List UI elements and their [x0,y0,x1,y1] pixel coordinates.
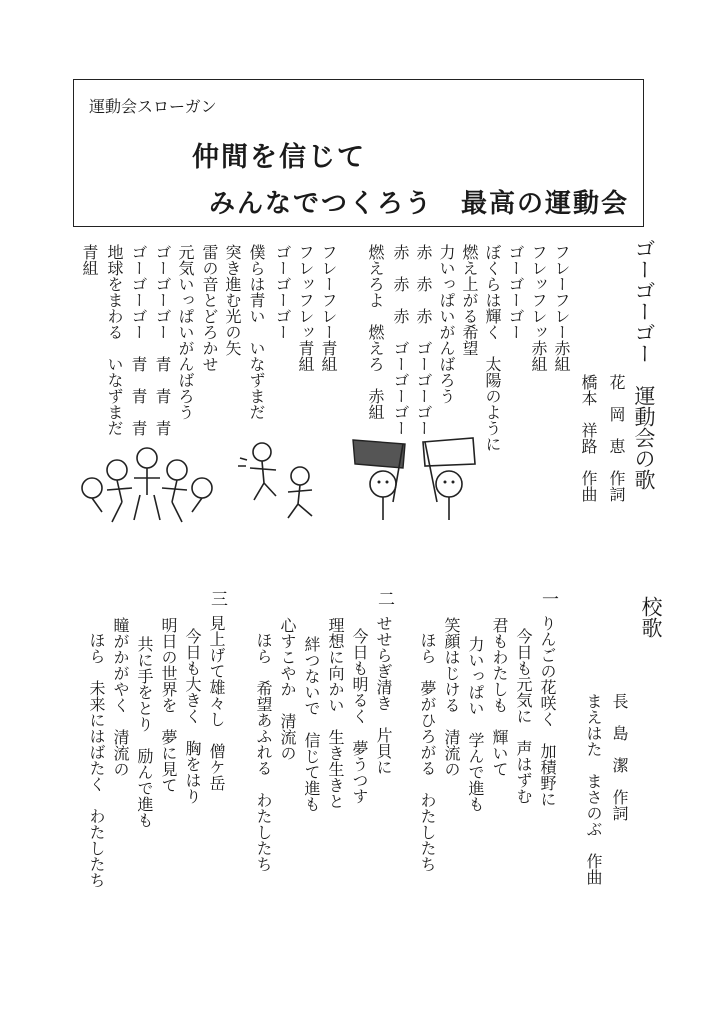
blue-line-9: ゴーゴーゴー 青 青 青 [129,244,148,436]
blue-line-5: 突き進む光の矢 [223,244,242,356]
red-line-1: フレーフレー赤組 [552,244,571,372]
verse-1-line-6: ほら 夢がひろがる わたしたち [418,632,437,872]
verse-2-line-3: 理想に向かい 生き生きと [326,617,345,809]
verse-1-line-2: 今日も元気に 声はずむ [514,628,533,804]
verse-2-line-6: ほら 希望あふれる わたしたち [254,632,273,872]
school-song-composer: まえはた まさのぶ 作曲 [584,693,603,885]
verse-3-line-2: 今日も大きく 胸をはり [183,628,202,804]
blue-line-10: 地球をまわる いなずまだ [105,244,124,436]
slogan-box [73,79,644,227]
children-pyramid-illustration [72,440,222,530]
slogan-line-2: みんなでつくろう 最高の運動会 [209,189,630,219]
red-line-7: 赤 赤 赤 ゴーゴーゴー [414,244,433,436]
red-line-2: フレッフレッ赤組 [529,244,548,372]
verse-3-line-1: 見上げて雄々し 僧ケ岳 [207,615,226,791]
blue-line-6: 雷の音とどろかせ [200,244,219,372]
verse-3-line-6: ほら 未来にはばたく わたしたち [87,632,106,888]
verse-2-line-4: 絆つないで 信じて進も [302,636,321,812]
verse-1-line-1: りんごの花咲く 加積野に [538,615,557,807]
blue-line-3: ゴーゴーゴー [273,244,292,340]
blue-line-1: フレーフレー青組 [319,244,338,372]
verse-3-line-5: 瞳がかがやく 清流の [111,617,130,777]
slogan-label: 運動会スローガン [89,97,217,116]
school-song-lyricist: 長 島 潔 作詞 [610,693,629,821]
verse-3-number: 三 [207,590,227,607]
blue-line-2: フレッフレッ青組 [296,244,315,372]
verse-1-line-5: 笑顔はじける 清流の [442,617,461,777]
verse-3-line-4: 共に手をとり 励んで進も [135,636,154,828]
blue-line-8: ゴーゴーゴー 青 青 青 [153,244,172,436]
verse-1-line-3: 君もわたしも 輝いて [490,617,509,777]
red-line-5: 燃え上がる希望 [460,244,479,356]
school-song-title: 校歌 [639,596,663,638]
slogan-line-1: 仲間を信じて [192,142,366,173]
sports-song-lyricist: 花 岡 恵 作詞 [607,374,626,502]
sports-song-title: ゴーゴーゴー 運動会の歌 [632,238,656,490]
blue-line-11: 青組 [80,244,99,276]
blue-line-7: 元気いっぱいがんばろう [176,244,195,420]
verse-3-line-3: 明日の世界を 夢に見て [159,617,178,793]
verse-2-number: 二 [374,590,394,607]
red-line-9: 燃えろよ 燃えろ 赤組 [366,244,385,420]
verse-1-line-4: 力いっぱい 学んで進も [466,636,485,812]
red-line-6: 力いっぱいがんばろう [437,244,456,404]
flag-children-illustration [345,432,485,527]
blue-line-4: 僕らは青い いなずまだ [247,244,266,420]
sports-song-composer: 橋本 祥路 作曲 [579,374,598,502]
red-line-4: ぼくらは輝く 太陽のように [483,244,502,452]
verse-2-line-2: 今日も明るく 夢うつす [350,628,369,804]
verse-2-line-5: 心すこやか 清流の [278,617,297,761]
verse-1-number: 一 [538,590,558,607]
red-line-3: ゴーゴーゴー [506,244,525,340]
verse-2-line-1: せせらぎ清き 片貝に [374,615,393,775]
running-children-illustration [232,438,332,523]
red-line-8: 赤 赤 赤 ゴーゴーゴー [391,244,410,436]
